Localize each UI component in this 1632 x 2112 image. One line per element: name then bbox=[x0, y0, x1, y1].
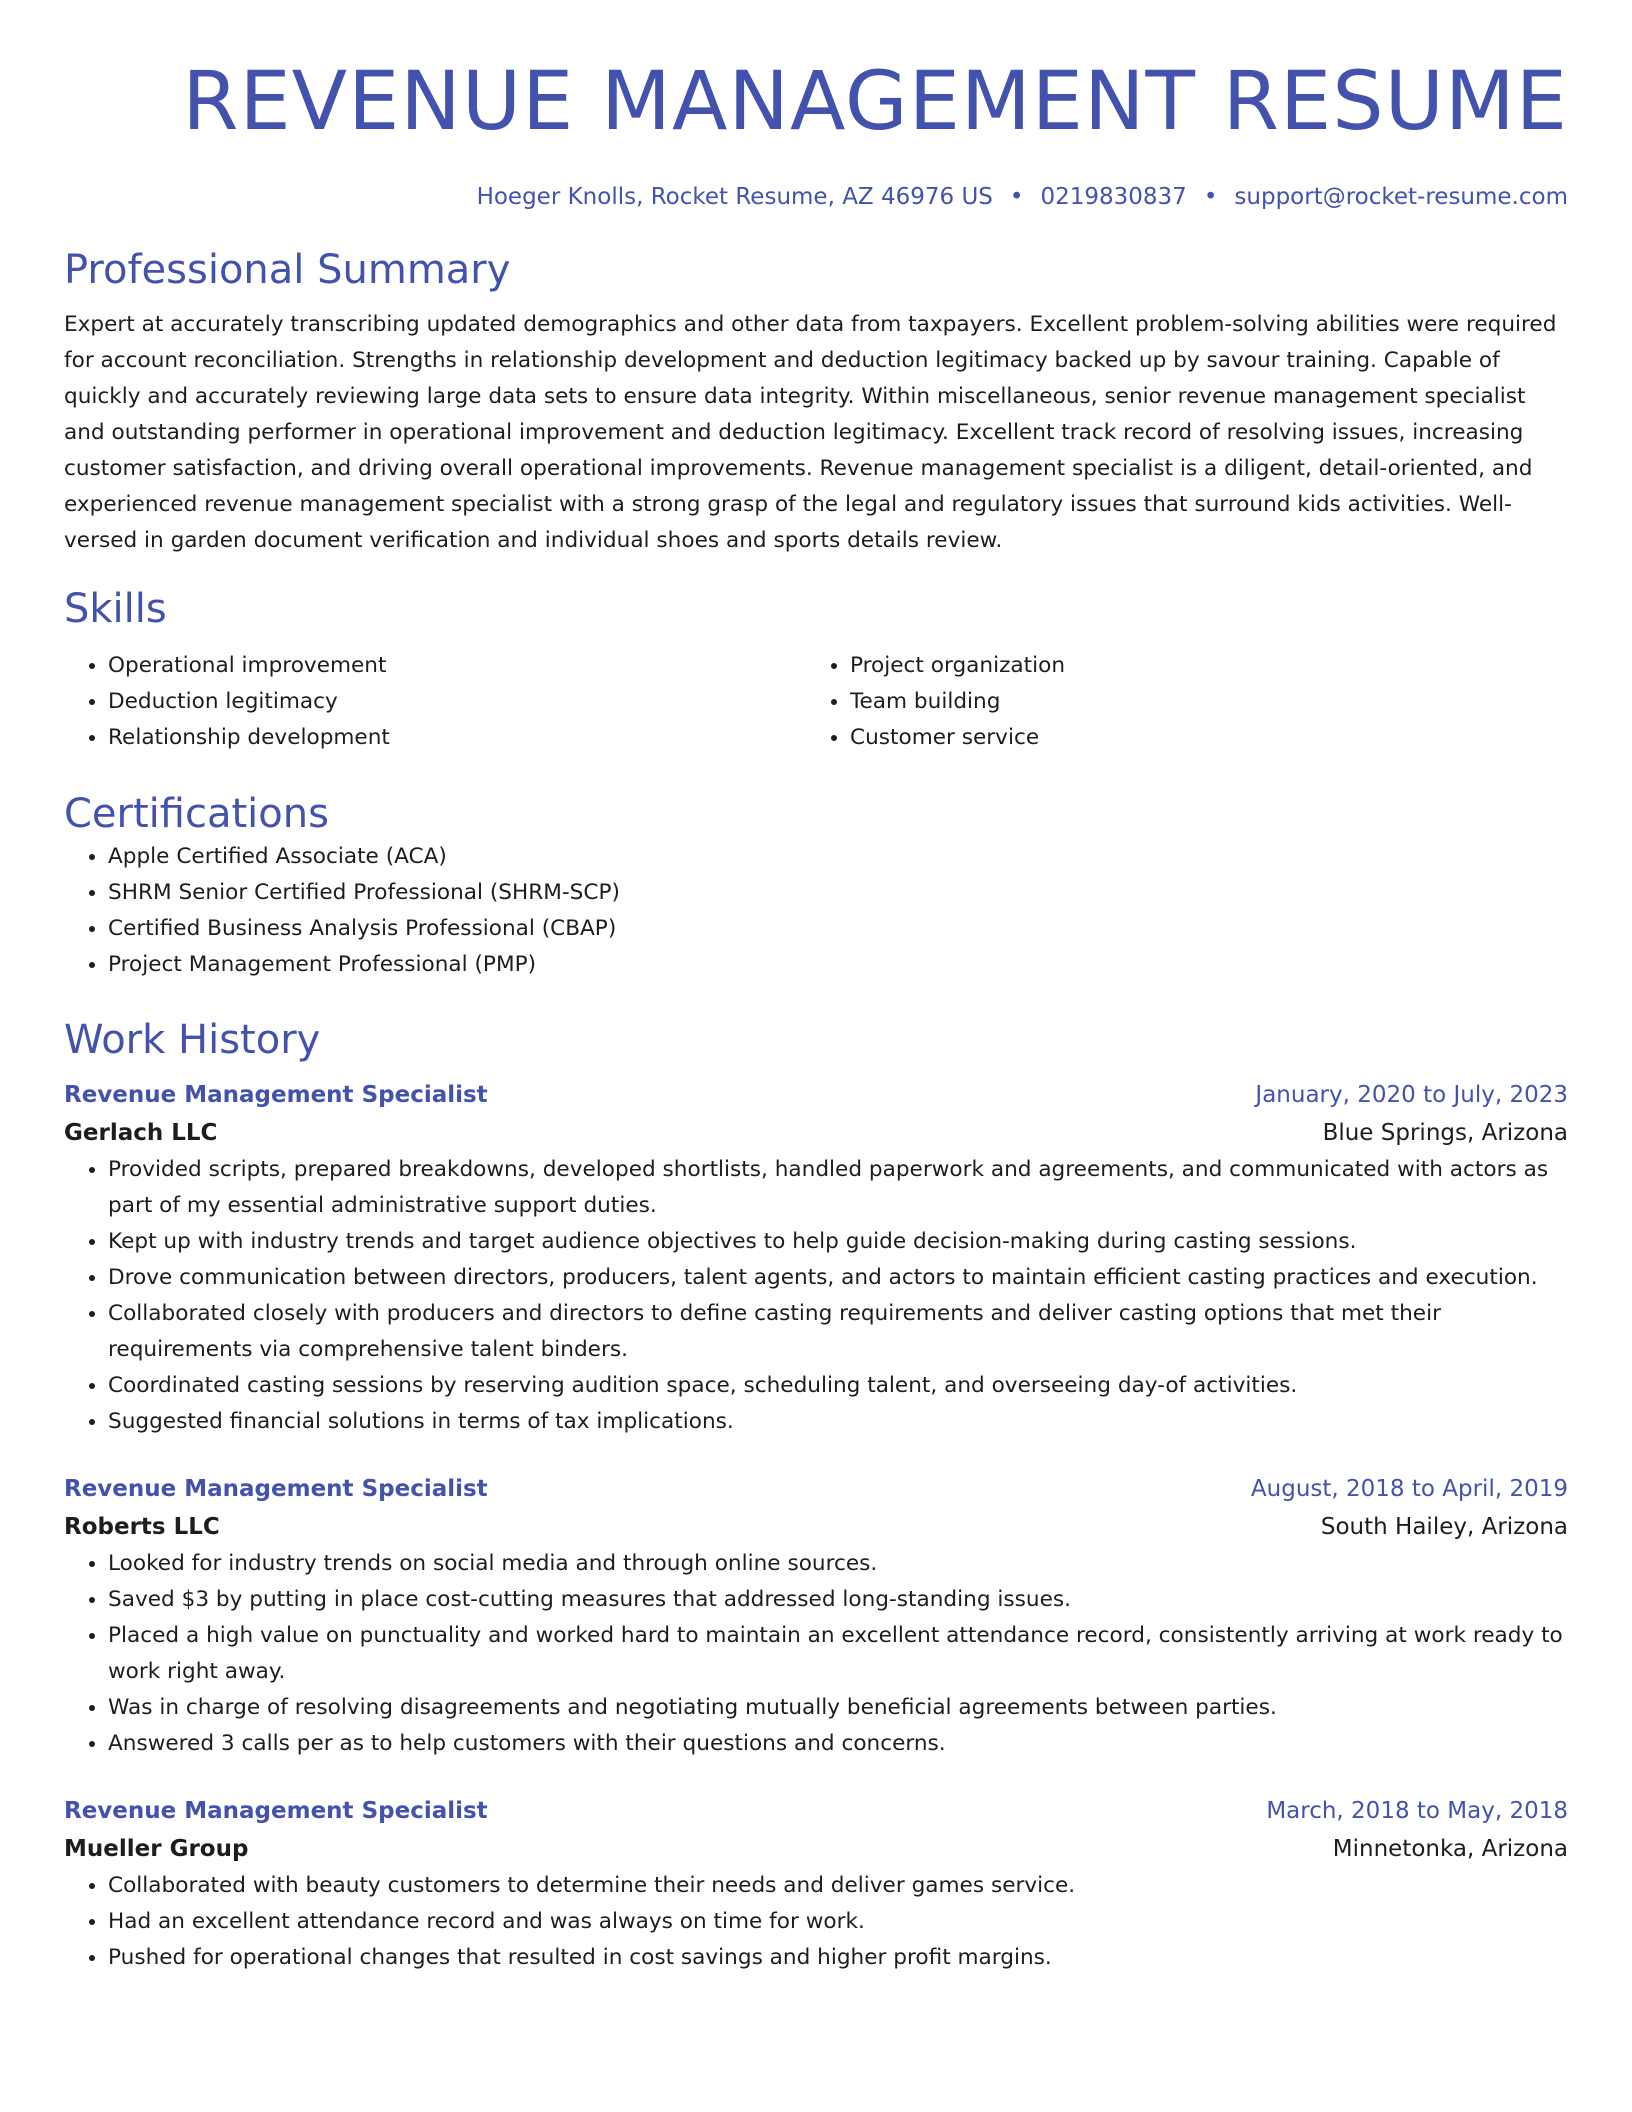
skills-grid bbox=[64, 648, 1568, 756]
job-location: South Hailey, Arizona bbox=[1320, 1514, 1568, 1540]
summary-text: Expert at accurately transcribing updated demographics and other data from taxpayers. Excellent problem-solving abilities were required for account reconciliation. Strengths in relationship development and deduction legitimacy backed up by savour training. Capable of quickly and accurately reviewing large data sets to ensure data integrity. Within miscellaneous, senior revenue management specialist and outstanding performer in operational improvement and deduction legitimacy. Excellent track record of resolving issues, increasing customer satisfaction, and driving overall operational improvements. Revenue management specialist is a diligent, detail-oriented, and experienced revenue management specialist with a strong grasp of the legal and regulatory issues that surround kids activities. Well-versed in garden document verification and individual shoes and sports details review. bbox=[64, 312, 1557, 553]
job-company-row bbox=[64, 1114, 1568, 1152]
job-bullet: • Drove communication between directors, producers, talent agents, and actors to maintain efficient casting practices and execution. bbox=[108, 1260, 1568, 1296]
certifications-list bbox=[64, 839, 1568, 983]
skills-heading: Skills bbox=[64, 586, 167, 632]
skill-item: • Customer service bbox=[850, 720, 1548, 756]
skills-column-left bbox=[64, 648, 806, 756]
contact-address: Hoeger Knolls, Rocket Resume, AZ 46976 US bbox=[476, 184, 993, 210]
job-company: Roberts LLC bbox=[64, 1514, 220, 1540]
contact-separator: • bbox=[1009, 184, 1024, 210]
job-company-row bbox=[64, 1508, 1568, 1546]
job-bullet: • Provided scripts, prepared breakdowns, developed shortlists, handled paperwork and agreements, and communicated with actors as part of my essential administrative support duties. bbox=[108, 1152, 1568, 1224]
job-company: Mueller Group bbox=[64, 1836, 249, 1862]
work-history-heading: Work History bbox=[64, 1017, 321, 1063]
job-bullet: • Was in charge of resolving disagreements and negotiating mutually beneficial agreements between parties. bbox=[108, 1690, 1568, 1726]
certification-item: • SHRM Senior Certified Professional (SHRM-SCP) bbox=[108, 875, 1568, 911]
job-bullet: • Looked for industry trends on social media and through online sources. bbox=[108, 1546, 1568, 1582]
resume-header bbox=[64, 44, 1568, 212]
skill-item: • Deduction legitimacy bbox=[108, 684, 806, 720]
job-title: Revenue Management Specialist bbox=[64, 1476, 488, 1502]
job-bullets bbox=[64, 1152, 1568, 1440]
job-bullet: • Had an excellent attendance record and was always on time for work. bbox=[108, 1904, 1568, 1940]
job-company-row bbox=[64, 1830, 1568, 1868]
job-location: Minnetonka, Arizona bbox=[1332, 1836, 1568, 1862]
skill-item: • Team building bbox=[850, 684, 1548, 720]
job-bullet: • Pushed for operational changes that resulted in cost savings and higher profit margins. bbox=[108, 1940, 1568, 1976]
job-bullets bbox=[64, 1546, 1568, 1762]
skill-item: • Relationship development bbox=[108, 720, 806, 756]
summary-section bbox=[64, 245, 1568, 559]
job-bullet: • Collaborated with beauty customers to determine their needs and deliver games service. bbox=[108, 1868, 1568, 1904]
job-bullet: • Answered 3 calls per as to help customers with their questions and concerns. bbox=[108, 1726, 1568, 1762]
job-dates: August, 2018 to April, 2019 bbox=[1250, 1476, 1568, 1502]
certifications-section bbox=[64, 789, 1568, 983]
job-bullets bbox=[64, 1868, 1568, 1976]
job-title-row bbox=[64, 1470, 1568, 1508]
job-entry bbox=[64, 1076, 1568, 1440]
job-dates: March, 2018 to May, 2018 bbox=[1266, 1798, 1568, 1824]
job-location: Blue Springs, Arizona bbox=[1322, 1120, 1568, 1146]
job-bullet: • Saved $3 by putting in place cost-cutting measures that addressed long-standing issues. bbox=[108, 1582, 1568, 1618]
job-bullet: • Coordinated casting sessions by reserving audition space, scheduling talent, and overseeing day-of activities. bbox=[108, 1368, 1568, 1404]
job-dates: January, 2020 to July, 2023 bbox=[1255, 1082, 1568, 1108]
job-bullet: • Placed a high value on punctuality and worked hard to maintain an excellent attendance record, consistently arriving at work ready to work right away. bbox=[108, 1618, 1568, 1690]
skill-item: • Operational improvement bbox=[108, 648, 806, 684]
skills-column-right bbox=[806, 648, 1548, 756]
certification-item: • Apple Certified Associate (ACA) bbox=[108, 839, 1568, 875]
contact-separator: • bbox=[1203, 184, 1218, 210]
contact-email[interactable]: support@rocket-resume.com bbox=[1234, 184, 1568, 210]
certification-item: • Certified Business Analysis Professional (CBAP) bbox=[108, 911, 1568, 947]
job-entry bbox=[64, 1792, 1568, 1976]
skills-list-left bbox=[64, 648, 806, 756]
work-history-section bbox=[64, 1015, 1568, 1976]
job-title-row bbox=[64, 1076, 1568, 1114]
job-company: Gerlach LLC bbox=[64, 1120, 218, 1146]
job-bullet: • Collaborated closely with producers and directors to define casting requirements and deliver casting options that met their requirements via comprehensive talent binders. bbox=[108, 1296, 1568, 1368]
job-title-row bbox=[64, 1792, 1568, 1830]
certification-item: • Project Management Professional (PMP) bbox=[108, 947, 1568, 983]
skills-section bbox=[64, 584, 1568, 756]
summary-heading: Professional Summary bbox=[64, 247, 511, 293]
page-title: REVENUE MANAGEMENT RESUME bbox=[182, 55, 1568, 149]
skills-list-right bbox=[806, 648, 1548, 756]
job-bullet: • Kept up with industry trends and target audience objectives to help guide decision-making during casting sessions. bbox=[108, 1224, 1568, 1260]
contact-line bbox=[64, 182, 1568, 212]
skill-item: • Project organization bbox=[850, 648, 1548, 684]
contact-phone: 0219830837 bbox=[1040, 184, 1187, 210]
job-entry bbox=[64, 1470, 1568, 1762]
certifications-heading: Certifications bbox=[64, 791, 329, 837]
job-bullet: • Suggested financial solutions in terms of tax implications. bbox=[108, 1404, 1568, 1440]
job-title: Revenue Management Specialist bbox=[64, 1082, 488, 1108]
job-title: Revenue Management Specialist bbox=[64, 1798, 488, 1824]
